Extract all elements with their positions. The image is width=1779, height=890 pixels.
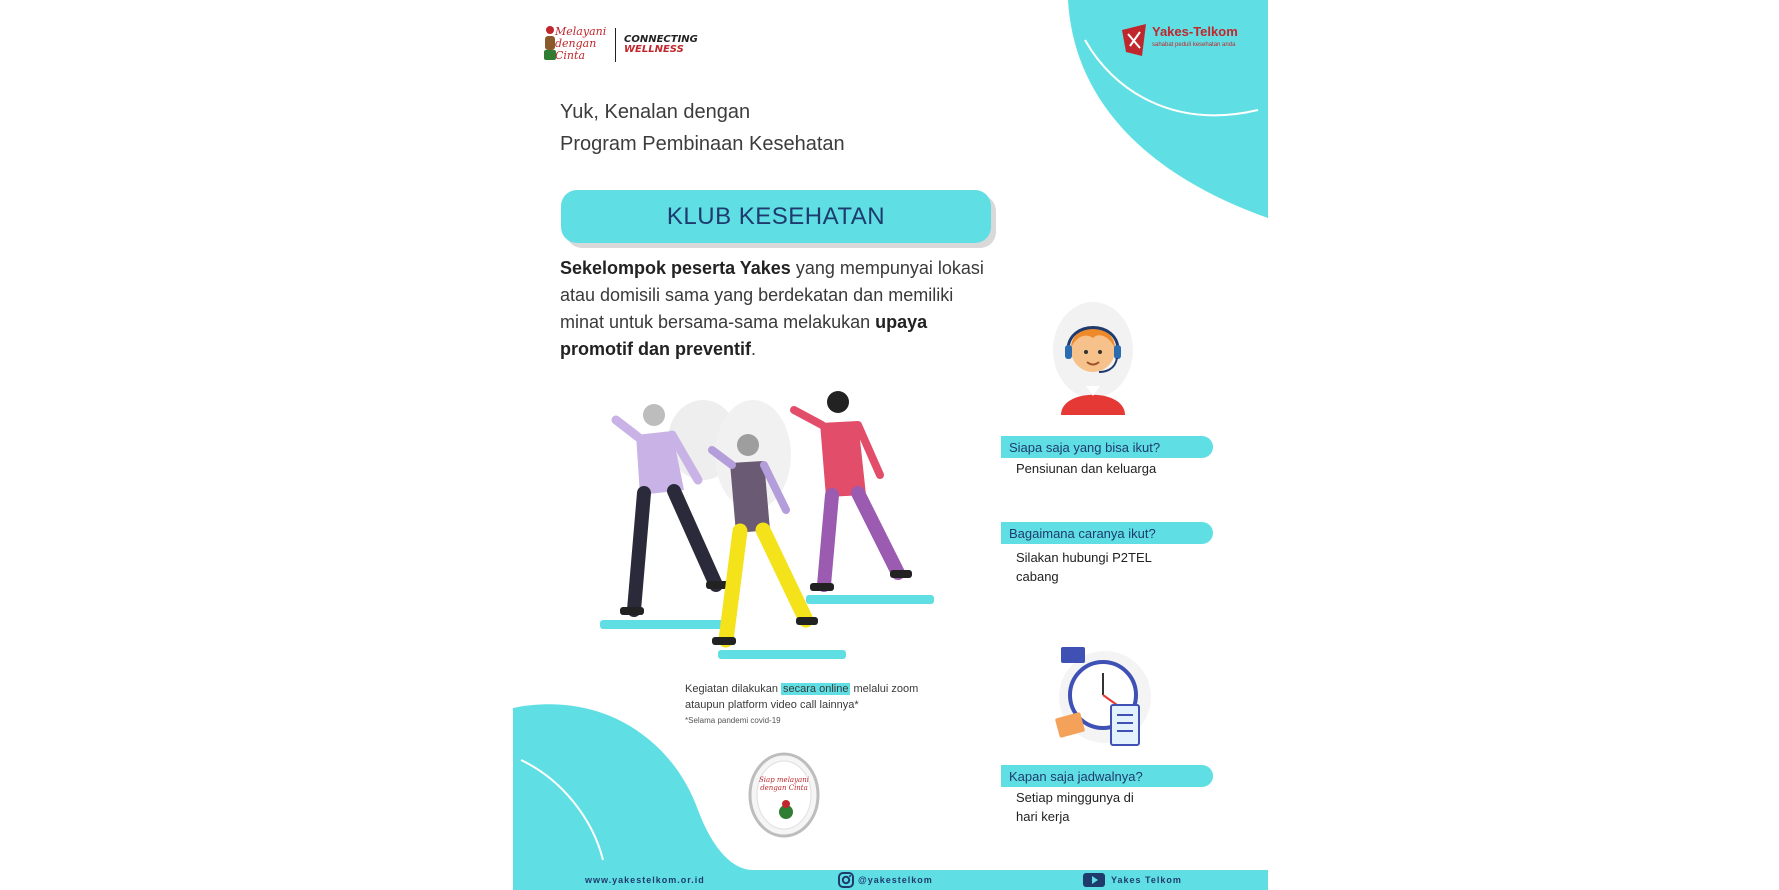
footer-website[interactable]: www.yakestelkom.or.id (585, 875, 705, 885)
exercising-people-illustration (598, 385, 958, 665)
poster (513, 0, 1268, 890)
faq-answer-2: Silakan hubungi P2TEL cabang (1016, 550, 1152, 584)
footer-youtube[interactable]: Yakes Telkom (1111, 875, 1182, 885)
activity-caption (685, 681, 935, 729)
desc-end: . (751, 339, 757, 359)
desc-middle: yang mempunyai lokasi atau domisili sama yang berdekatan dan memiliki minat untuk bersama-sama melakukan (560, 258, 984, 332)
melayani-logo (543, 22, 607, 67)
caption-highlight: secara online (783, 683, 849, 695)
badge-icon (748, 752, 820, 838)
yakes-telkom-logo (1118, 20, 1258, 60)
caption-before: Kegiatan dilakukan (685, 683, 782, 695)
caption-note: *Selama pandemi covid-19 (685, 716, 781, 725)
page-heading (560, 96, 845, 160)
faq-question-1: Siapa saja yang bisa ikut? (1001, 436, 1213, 458)
desc-bold-end: upaya promotif dan preventif (560, 312, 928, 359)
faq-answer-1: Pensiunan dan keluarga (1016, 461, 1157, 476)
badge-text: Siap melayani dengan Cinta (759, 776, 809, 792)
connecting-text: CONNECTING (624, 33, 698, 45)
melayani-badge (748, 752, 820, 838)
program-description (560, 255, 1000, 363)
faq-question-3: Kapan saja jadwalnya? (1001, 765, 1213, 787)
footer-bar (513, 870, 1268, 890)
youtube-icon (1083, 873, 1105, 887)
customer-service-avatar (1053, 300, 1133, 415)
brand-name: Yakes-Telkom (1152, 24, 1238, 39)
caption-after: melalui zoom ataupun platform video call lainnya* (685, 683, 919, 711)
instagram-icon (838, 872, 854, 888)
heading-line-2: Program Pembinaan Kesehatan (560, 133, 845, 155)
logo-script-text: Melayani dengan Cinta (555, 25, 607, 62)
faq-answer-3: Setiap minggunya di hari kerja (1016, 790, 1134, 824)
faq-question-2: Bagaimana caranya ikut? (1001, 522, 1213, 544)
heading-line-1: Yuk, Kenalan dengan (560, 101, 751, 123)
footer-instagram[interactable]: @yakestelkom (858, 875, 933, 885)
schedule-clock-illustration (1053, 645, 1153, 750)
wellness-text: WELLNESS (624, 43, 684, 55)
campaign-logo (543, 22, 713, 67)
klub-kesehatan-banner: KLUB KESEHATAN (561, 190, 991, 243)
desc-bold-start: Sekelompok peserta Yakes (560, 258, 791, 278)
brand-tagline: sahabat peduli kesehatan anda (1152, 42, 1236, 48)
connecting-wellness-logo (624, 35, 698, 55)
yakes-emblem-icon (1120, 22, 1148, 58)
logo-divider (615, 28, 616, 62)
